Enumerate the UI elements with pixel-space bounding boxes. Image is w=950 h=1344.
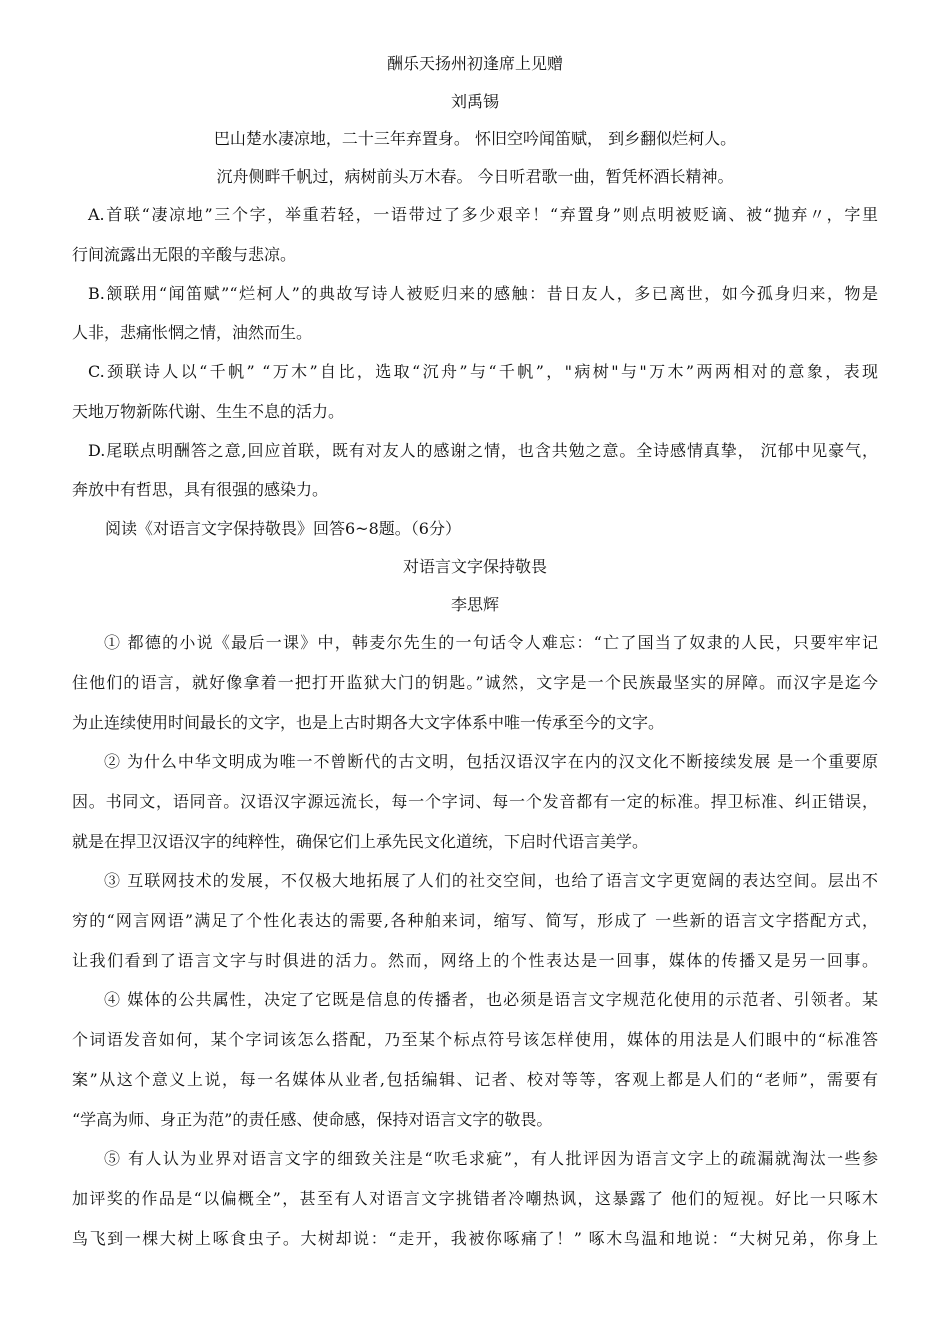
paragraph-3-line-3: 让我们看到了语言文字与时俱进的活力。然而，网络上的个性表达是一回事，媒体的传播又是另一回事。 (72, 951, 878, 970)
option-d-line-2: 奔放中有哲思，具有很强的感染力。 (72, 480, 329, 499)
article-title: 对语言文字保持敬畏 (402, 557, 547, 576)
paragraph-1-line-3: 为止连续使用时间最长的文字，也是上古时期各大文字体系中唯一传承至今的文字。 (72, 713, 665, 732)
poem-line-1: 巴山楚水凄凉地，二十三年弃置身。 怀旧空吟闻笛赋， 到乡翻似烂柯人。 (213, 129, 737, 148)
paragraph-4-line-2: 个词语发音如何，某个字词该怎么搭配，乃至某个标点符号该怎样使用，媒体的用法是人们眼中的“标准答 (72, 1030, 878, 1049)
paragraph-1-line-2: 住他们的语言，就好像拿着一把打开监狱大门的钥匙。”诚然，文字是一个民族最坚实的屏障。而汉字是迄今 (72, 673, 878, 692)
option-a-line-2: 行间流露出无限的辛酸与悲凉。 (72, 245, 297, 264)
option-c-line-1: C.颈联诗人以“千帆” “万木”自比，选取“沉舟”与“千帆”，"病树"与"万木”两两相对的意象，表现 (88, 362, 878, 381)
poem-line-2: 沉舟侧畔千帆过，病树前头万木春。 今日听君歌一曲，暂凭杯酒长精神。 (216, 167, 734, 186)
paragraph-5-line-3: 鸟飞到一棵大树上啄食虫子。大树却说：“走开，我被你啄痛了！” 啄木鸟温和地说：“大树兄弟，你身上 (72, 1229, 878, 1248)
poem-title: 酬乐天扬州初逢席上见赠 (386, 54, 563, 73)
paragraph-3-line-1: ③ 互联网技术的发展，不仅极大地拓展了人们的社交空间，也给了语言文字更宽阔的表达空间。层出不 (104, 871, 878, 890)
option-a-line-1: A.首联“凄凉地”三个字，举重若轻，一语带过了多少艰辛！“弃置身”则点明被贬谪、被“抛弃〃，字里 (88, 205, 878, 224)
reading-instruction: 阅读《对语言文字保持敬畏》回答6~8题。（6分） (105, 519, 461, 538)
option-c-line-2: 天地万物新陈代谢、生生不息的活力。 (72, 402, 345, 421)
paragraph-3-line-2: 穷的“网言网语”满足了个性化表达的需要,各种舶来词，缩写、简写，形成了 一些新的语言文字搭配方式， (72, 911, 878, 930)
article-author: 李思辉 (450, 595, 499, 614)
option-b-line-1: B.颔联用“闻笛赋”“烂柯人”的典故写诗人被贬归来的感触：昔日友人，多已离世，如今孤身归来，物是 (88, 284, 878, 303)
paragraph-4-line-4: “学高为师、身正为范”的责任感、使命感，保持对语言文字的敬畏。 (72, 1110, 553, 1129)
paragraph-4-line-1: ④ 媒体的公共属性，决定了它既是信息的传播者，也必须是语言文字规范化使用的示范者、引领者。某 (104, 990, 878, 1009)
paragraph-2-line-2: 因。书同文，语同音。汉语汉字源远流长，每一个字词、每一个发音都有一定的标准。捍卫标准、纠正错误， (72, 792, 878, 811)
paragraph-5-line-1: ⑤ 有人认为业界对语言文字的细致关注是“吹毛求疵”，有人批评因为语言文字上的疏漏就淘汰一些参 (104, 1149, 878, 1168)
paragraph-5-line-2: 加评奖的作品是“以偏概全”，甚至有人对语言文字挑错者冷嘲热讽，这暴露了 他们的短视。好比一只啄木 (72, 1189, 878, 1208)
option-b-line-2: 人非，悲痛怅惘之情，油然而生。 (72, 323, 313, 342)
paragraph-2-line-1: ② 为什么中华文明成为唯一不曾断代的古文明，包括汉语汉字在内的汉文化不断接续发展 是一个重要原 (104, 752, 878, 771)
option-d-line-1: D.尾联点明酬答之意,回应首联，既有对友人的感谢之情，也含共勉之意。全诗感情真挚， 沉郁中见豪气， (88, 441, 878, 460)
paragraph-2-line-3: 就是在捍卫汉语汉字的纯粹性，确保它们上承先民文化道统，下启时代语言美学。 (72, 832, 649, 851)
poem-author: 刘禹锡 (450, 92, 499, 111)
paragraph-4-line-3: 案”从这个意义上说，每一名媒体从业者,包括编辑、记者、校对等等，客观上都是人们的“老师”，需要有 (72, 1070, 878, 1089)
paragraph-1-line-1: ① 都德的小说《最后一课》中，韩麦尔先生的一句话令人难忘：“亡了国当了奴隶的人民，只要牢牢记 (104, 633, 878, 652)
